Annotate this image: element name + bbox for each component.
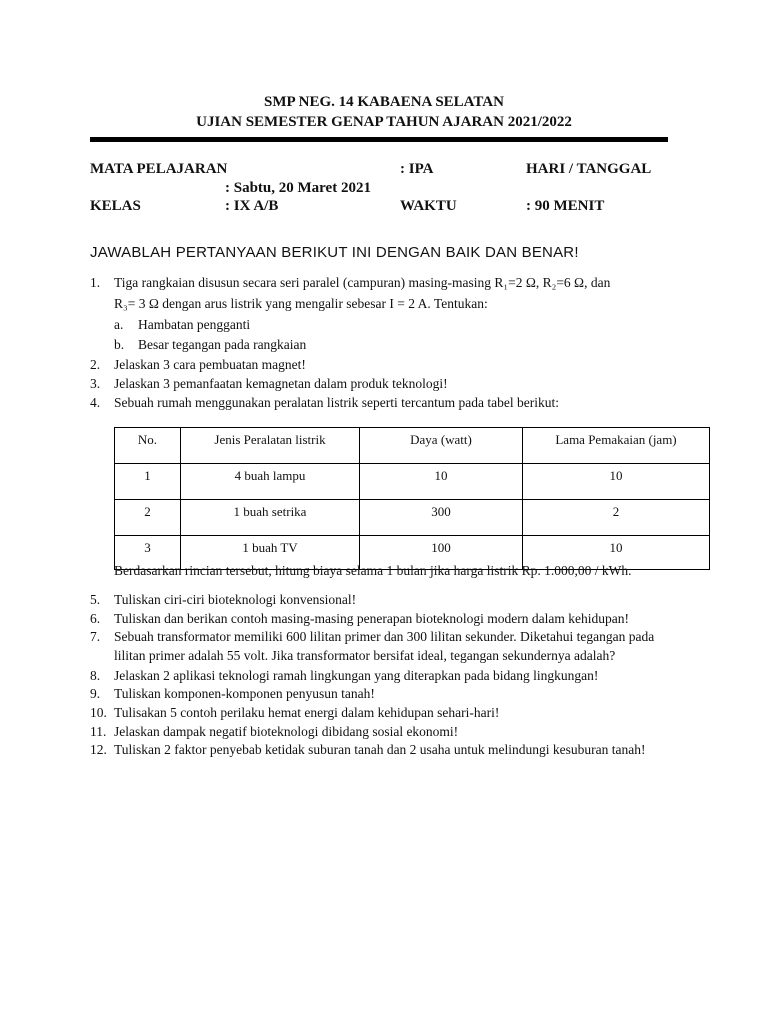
table-cell: 10 bbox=[523, 464, 710, 500]
question-text: Tiga rangkaian disusun secara seri paralel (campuran) masing-masing R₁=2 Ω, R₂=6 Ω, dan bbox=[114, 275, 611, 290]
table-note: Berdasarkan rincian tersebut, hitung biaya selama 1 bulan jika harga listrik Rp. 1.000,00 / kWh. bbox=[114, 563, 632, 578]
part-label: b. bbox=[114, 337, 125, 352]
class-value: : IX A/B bbox=[225, 198, 279, 214]
table-cell: 1 buah TV bbox=[181, 536, 360, 570]
table-cell: 1 buah setrika bbox=[181, 500, 360, 536]
class-label: KELAS bbox=[90, 198, 141, 214]
table-cell: 1 bbox=[115, 464, 181, 500]
question-number: 7. bbox=[90, 629, 101, 644]
time-label: WAKTU bbox=[400, 198, 457, 214]
table-cell: 2 bbox=[523, 500, 710, 536]
question-text: Jelaskan dampak negatif bioteknologi dibidang sosial ekonomi! bbox=[114, 724, 459, 739]
question-number: 5. bbox=[90, 592, 101, 607]
table-header: No. bbox=[115, 428, 181, 464]
header-divider bbox=[90, 137, 668, 142]
instruction: JAWABLAH PERTANYAAN BERIKUT INI DENGAN BAIK DAN BENAR! bbox=[90, 244, 579, 261]
table-row bbox=[115, 500, 710, 536]
question-text: Sebuah transformator memiliki 600 lilitan primer dan 300 lilitan sekunder. Diketahui tegangan pada bbox=[114, 629, 655, 644]
day-value: : Sabtu, 20 Maret 2021 bbox=[225, 180, 371, 196]
table-header: Lama Pemakaian (jam) bbox=[523, 428, 710, 464]
question-number: 1. bbox=[90, 275, 101, 290]
question-text: Jelaskan 3 cara pembuatan magnet! bbox=[114, 357, 306, 372]
school-name: SMP NEG. 14 KABAENA SELATAN bbox=[264, 94, 504, 110]
question-text: Tuliskan komponen-komponen penyusun tanah! bbox=[114, 686, 375, 701]
day-label: HARI / TANGGAL bbox=[526, 161, 652, 177]
question-number: 11. bbox=[90, 724, 107, 739]
exam-title: UJIAN SEMESTER GENAP TAHUN AJARAN 2021/2022 bbox=[196, 114, 572, 130]
table-cell: 4 buah lampu bbox=[181, 464, 360, 500]
time-value: : 90 MENIT bbox=[526, 198, 605, 214]
question-number: 3. bbox=[90, 376, 101, 391]
table-header: Jenis Peralatan listrik bbox=[181, 428, 360, 464]
table-header: Daya (watt) bbox=[360, 428, 523, 464]
part-label: a. bbox=[114, 317, 124, 332]
question-number: 9. bbox=[90, 686, 101, 701]
table-cell: 10 bbox=[360, 464, 523, 500]
question-text: lilitan primer adalah 55 volt. Jika transformator bersifat ideal, tegangan sekundernya adalah? bbox=[114, 648, 616, 663]
table-row bbox=[115, 464, 710, 500]
question-text: Jelaskan 3 pemanfaatan kemagnetan dalam produk teknologi! bbox=[114, 376, 448, 391]
question-text: Tuliskan dan berikan contoh masing-masing penerapan bioteknologi modern dalam kehidupan! bbox=[114, 611, 630, 626]
question-text: Sebuah rumah menggunakan peralatan listrik seperti tercantum pada tabel berikut: bbox=[114, 395, 559, 410]
question-number: 8. bbox=[90, 668, 101, 683]
table-cell: 2 bbox=[115, 500, 181, 536]
question-number: 6. bbox=[90, 611, 101, 626]
appliance-table bbox=[114, 427, 710, 570]
question-text: Tulisakan 5 contoh perilaku hemat energi dalam kehidupan sehari-hari! bbox=[114, 705, 500, 720]
question-number: 10. bbox=[90, 705, 107, 720]
question-number: 12. bbox=[90, 742, 107, 757]
question-text: Tuliskan ciri-ciri bioteknologi konvensional! bbox=[114, 592, 357, 607]
table-cell: 10 bbox=[523, 536, 710, 570]
part-text: Besar tegangan pada rangkaian bbox=[138, 337, 307, 352]
subject-label: MATA PELAJARAN bbox=[90, 161, 228, 177]
question-text: Jelaskan 2 aplikasi teknologi ramah lingkungan yang diterapkan pada bidang lingkungan! bbox=[114, 668, 599, 683]
table-header-row bbox=[115, 428, 710, 464]
question-number: 4. bbox=[90, 395, 101, 410]
table-cell: 100 bbox=[360, 536, 523, 570]
question-text: Tuliskan 2 faktor penyebab ketidak suburan tanah dan 2 usaha untuk melindungi kesuburan tanah! bbox=[114, 742, 646, 757]
question-number: 2. bbox=[90, 357, 101, 372]
part-text: Hambatan pengganti bbox=[138, 317, 251, 332]
subject-value: : IPA bbox=[400, 161, 434, 177]
question-text: R₃= 3 Ω dengan arus listrik yang mengalir sebesar I = 2 A. Tentukan: bbox=[114, 296, 488, 311]
table-cell: 3 bbox=[115, 536, 181, 570]
table-cell: 300 bbox=[360, 500, 523, 536]
